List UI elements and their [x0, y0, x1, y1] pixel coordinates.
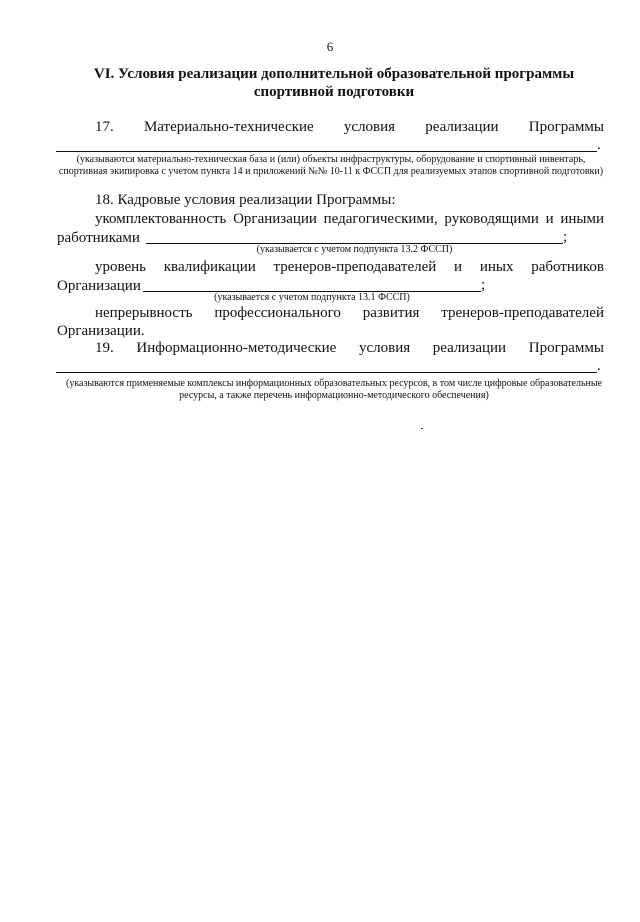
qualification-word: тренеров-преподавателей [273, 259, 437, 275]
item19-word: Информационно-методические [136, 340, 337, 356]
item18-staffing-label: работниками [57, 230, 140, 246]
item19-end-mark: . [597, 358, 601, 374]
item18-staffing-note: (указывается с учетом подпункта 13.2 ФССП) [256, 244, 453, 255]
item19-word: Программы [528, 340, 604, 356]
item17-line [95, 119, 604, 136]
item19-line [95, 340, 604, 357]
item17-note: (указываются материально-техническая база и (или) объекты инфраструктуры, оборудование и спортивный инвентарь, спортивная экипировка с учетом пункта 14 и приложений №№ 10-11 к ФССП для реализуемых этапов спортивной подготовки) [58, 154, 604, 177]
page-number: 6 [326, 39, 334, 54]
item19-word: условия [358, 340, 411, 356]
item19-number: 19. [95, 340, 114, 356]
item17-word: Программы [528, 119, 604, 135]
item18-qualification-note: (указывается с учетом подпункта 13.1 ФССП) [214, 292, 410, 303]
item18-heading: 18. Кадровые условия реализации Программы: [95, 192, 396, 208]
item17-end-mark: . [597, 137, 601, 153]
item18-qualification-label: Организации [57, 278, 141, 294]
item19-note: (указываются применяемые комплексы информационных образовательных ресурсов, в том числе цифровые образовательные ресурсы, а также перечень информационно-методического обеспечения) [66, 378, 603, 401]
section-title-line1: VI. Условия реализации дополнительной образовательной программы [93, 66, 575, 82]
item17-word: условия [343, 119, 396, 135]
development-word: непрерывность [95, 305, 193, 321]
development-word: профессионального [214, 305, 341, 321]
item17-word: Материально-технические [143, 119, 314, 135]
qualification-word: квалификации [163, 259, 256, 275]
item18-development-line1 [95, 305, 604, 322]
qualification-word: работников [531, 259, 604, 275]
development-word: развития [362, 305, 420, 321]
development-word: тренеров-преподавателей [441, 305, 604, 321]
item17-number: 17. [95, 119, 114, 135]
item18-qualification-line1 [95, 259, 604, 276]
item18-development-line2: Организации. [57, 323, 145, 339]
item17-word: реализации [425, 119, 499, 135]
item18-qualification-end: ; [481, 277, 486, 293]
item18-staffing-text: укомплектованность Организации педагогическими, руководящими и иными [95, 211, 604, 227]
item18-staffing-line1 [95, 211, 604, 228]
scan-speck [421, 428, 423, 429]
qualification-word: и [454, 259, 463, 275]
item19-fill-line[interactable] [56, 372, 597, 373]
qualification-word: иных [479, 259, 514, 275]
item17-fill-line[interactable] [56, 151, 597, 152]
qualification-word: уровень [95, 259, 147, 275]
item18-staffing-end: ; [563, 229, 568, 245]
section-title-line2: спортивной подготовки [253, 84, 415, 100]
item19-word: реализации [432, 340, 507, 356]
